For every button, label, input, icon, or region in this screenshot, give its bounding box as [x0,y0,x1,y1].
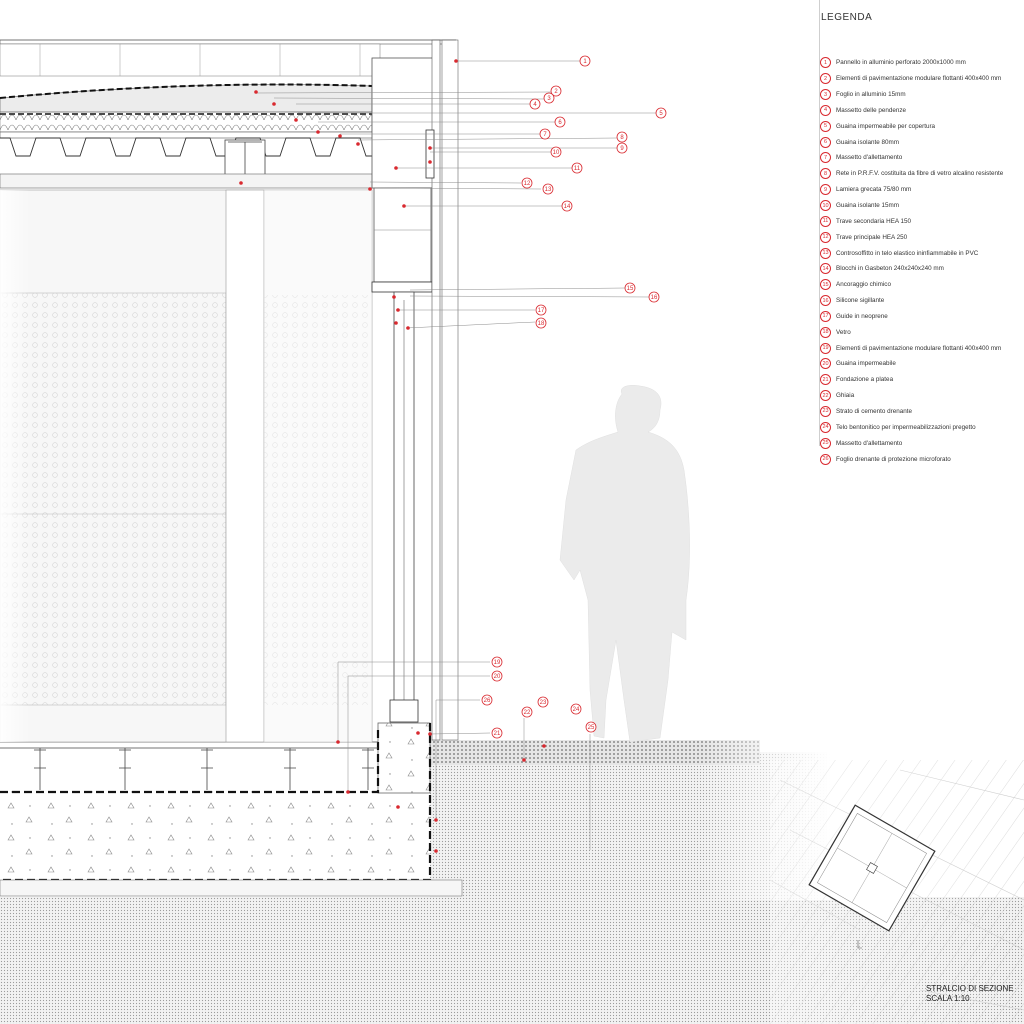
legend-item [820,55,1024,71]
legend-number: 22 [820,390,831,401]
legend-item [820,150,1024,166]
callout-number: 25 [587,725,595,732]
legend-item [820,229,1024,245]
legend-number: 10 [820,200,831,211]
callout-marker [492,728,502,738]
legend-text: Guaina impermeabile [836,360,896,368]
callout-number: 18 [537,321,545,328]
callout-number: 19 [493,660,501,667]
legend-item [820,182,1024,198]
callout-marker [625,283,635,293]
marker-dot [392,295,396,299]
marker-dot [394,166,398,170]
legend-number: 13 [820,248,831,259]
interior-wall [0,190,372,742]
marker-dot [416,731,420,735]
callout-marker [555,117,565,127]
callout-number: 7 [543,132,547,139]
person-silhouette [560,385,690,742]
legend-panel [819,0,1024,463]
callout-marker [571,704,581,714]
marker-dot [454,59,458,63]
marker-dot [396,308,400,312]
marker-dot [356,142,360,146]
legend-number: 5 [820,121,831,132]
callout-marker [482,695,492,705]
legend-text: Ghiaia [836,392,855,400]
callout-number: 26 [483,698,491,705]
callout-marker [617,143,627,153]
legend-text: Guaina isolante 80mm [836,138,900,146]
legend-item [820,277,1024,293]
legend-number: 2 [820,73,831,84]
legend-text: Trave secondaria HEA 150 [836,217,912,225]
legend-item [820,71,1024,87]
legend-number: 23 [820,406,831,417]
legend-item [820,435,1024,451]
callout-marker [540,129,550,139]
callout-marker [572,163,582,173]
legend-list [820,55,1024,467]
marker-dot [316,130,320,134]
legend-item [820,419,1024,435]
callout-number: 14 [563,204,571,211]
callout-marker [543,184,553,194]
callout-marker [536,305,546,315]
legend-number: 16 [820,295,831,306]
callout-marker [562,201,572,211]
callout-marker [536,318,546,328]
scale-ratio: SCALA 1:10 [926,994,970,1003]
marker-dot [336,740,340,744]
callout-marker [492,671,502,681]
callout-number: 4 [533,102,537,109]
callout-marker [617,132,627,142]
legend-number: 7 [820,152,831,163]
legend-text: Foglio in alluminio 15mm [836,91,906,99]
foundation-slab [0,723,462,896]
legend-text: Trave principale HEA 250 [836,233,908,241]
legend-number: 19 [820,343,831,354]
legend-item [820,372,1024,388]
marker-dot [434,818,438,822]
legend-item [820,87,1024,103]
legend-text: Vetro [836,328,851,336]
callout-number: 6 [558,120,562,127]
marker-dot [428,732,432,736]
callout-marker [586,722,596,732]
legend-number: 25 [820,438,831,449]
legend-text: Elementi di pavimentazione modulare flottanti 400x400 mm [836,344,1002,352]
legend-number: 26 [820,454,831,465]
legend-text: Guaina impermeabile per copertura [836,122,936,130]
legend-text: Massetto delle pendenze [836,106,907,114]
marker-dot [428,146,432,150]
callout-marker [538,697,548,707]
legend-number: 3 [820,89,831,100]
callout-number: 17 [537,308,545,315]
legend-text: Rete in P.R.F.V. costituita da fibre di vetro alcalino resistente [836,170,1004,178]
callout-marker [544,93,554,103]
legend-number: 8 [820,168,831,179]
callout-number: 3 [547,96,551,103]
legend-item [820,166,1024,182]
legend-item [820,103,1024,119]
callout-number: 22 [523,710,531,717]
callout-number: 20 [493,674,501,681]
legend-text: Blocchi in Gasbeton 240x240x240 mm [836,265,944,273]
callout-marker [551,147,561,157]
callout-number: 24 [572,707,580,714]
marker-dot [406,326,410,330]
legend-number: 24 [820,422,831,433]
legend-text: Guaina isolante 15mm [836,202,900,210]
callout-number: 1 [583,59,587,66]
legend-number: 12 [820,232,831,243]
legend-number: 14 [820,263,831,274]
legend-number: 11 [820,216,831,227]
legend-text: Fondazione a platea [836,376,894,384]
marker-dot [272,102,276,106]
legend-item [820,198,1024,214]
raised-floor [0,742,378,790]
marker-dot [542,744,546,748]
marker-dot [239,181,243,185]
marker-dot [396,805,400,809]
marker-dot [346,790,350,794]
callout-number: 11 [573,166,581,173]
legend-item [820,404,1024,420]
marker-dot [522,758,526,762]
legend-text: Foglio drenante di protezione microforato [836,455,951,463]
marker-dot [394,321,398,325]
legend-number: 9 [820,184,831,195]
legend-number: 1 [820,57,831,68]
legend-text: Pannello in alluminio perforato 2000x1000 mm [836,59,966,67]
callout-number: 12 [523,181,531,188]
legend-text: Guide in neoprene [836,312,888,320]
marker-dot [428,160,432,164]
legend-number: 17 [820,311,831,322]
legend-item [820,213,1024,229]
marker-dot [254,90,258,94]
callout-number: 8 [620,135,624,142]
legend-number: 4 [820,105,831,116]
legend-number: 20 [820,358,831,369]
legend-item [820,118,1024,134]
legend-text: Controsoffitto in telo elastico ininfiammabile in PVC [836,249,979,257]
callout-number: 13 [544,187,552,194]
legend-item [820,356,1024,372]
legend-number: 15 [820,279,831,290]
callout-marker [656,108,666,118]
marker-dot [338,134,342,138]
legend-item [820,309,1024,325]
callout-marker [492,657,502,667]
legend-text: Elementi di pavimentazione modulare flottanti 400x400 mm [836,75,1002,83]
legend-text: Massetto d'allettamento [836,439,903,447]
marker-dot [434,849,438,853]
legend-number: 21 [820,374,831,385]
callout-number: 5 [659,111,663,118]
marker-dot [294,118,298,122]
legend-item [820,324,1024,340]
callout-number: 21 [493,731,501,738]
legend-item [820,340,1024,356]
legend-item [820,451,1024,467]
scale-label [926,984,1014,1004]
legend-text: Strato di cemento drenante [836,407,912,415]
callout-marker [522,707,532,717]
legend-item [820,388,1024,404]
callout-marker [580,56,590,66]
callout-number: 9 [620,146,624,153]
callout-number: 2 [554,89,558,96]
legend-item [820,245,1024,261]
legend-text: Lamiera grecata 75/80 mm [836,186,912,194]
callout-number: 23 [539,700,547,707]
marker-dot [402,204,406,208]
callout-number: 16 [650,295,658,302]
callout-number: 10 [552,150,560,157]
scale-title: STRALCIO DI SEZIONE [926,984,1014,993]
legend-text: Silicone sigillante [836,297,885,305]
callout-marker [522,178,532,188]
legend-item [820,134,1024,150]
legend-item [820,293,1024,309]
legend-text: Telo bentonitico per impermeabilizzazioni pregetto [836,423,976,431]
callout-marker [530,99,540,109]
legend-number: 18 [820,327,831,338]
legend-item [820,261,1024,277]
legend-text: Massetto d'allettamento [836,154,903,162]
legend-title: LEGENDA [821,12,873,23]
callout-number: 15 [626,286,634,293]
legend-number: 6 [820,137,831,148]
callout-marker [649,292,659,302]
legend-text: Ancoraggio chimico [836,281,891,289]
marker-dot [368,187,372,191]
